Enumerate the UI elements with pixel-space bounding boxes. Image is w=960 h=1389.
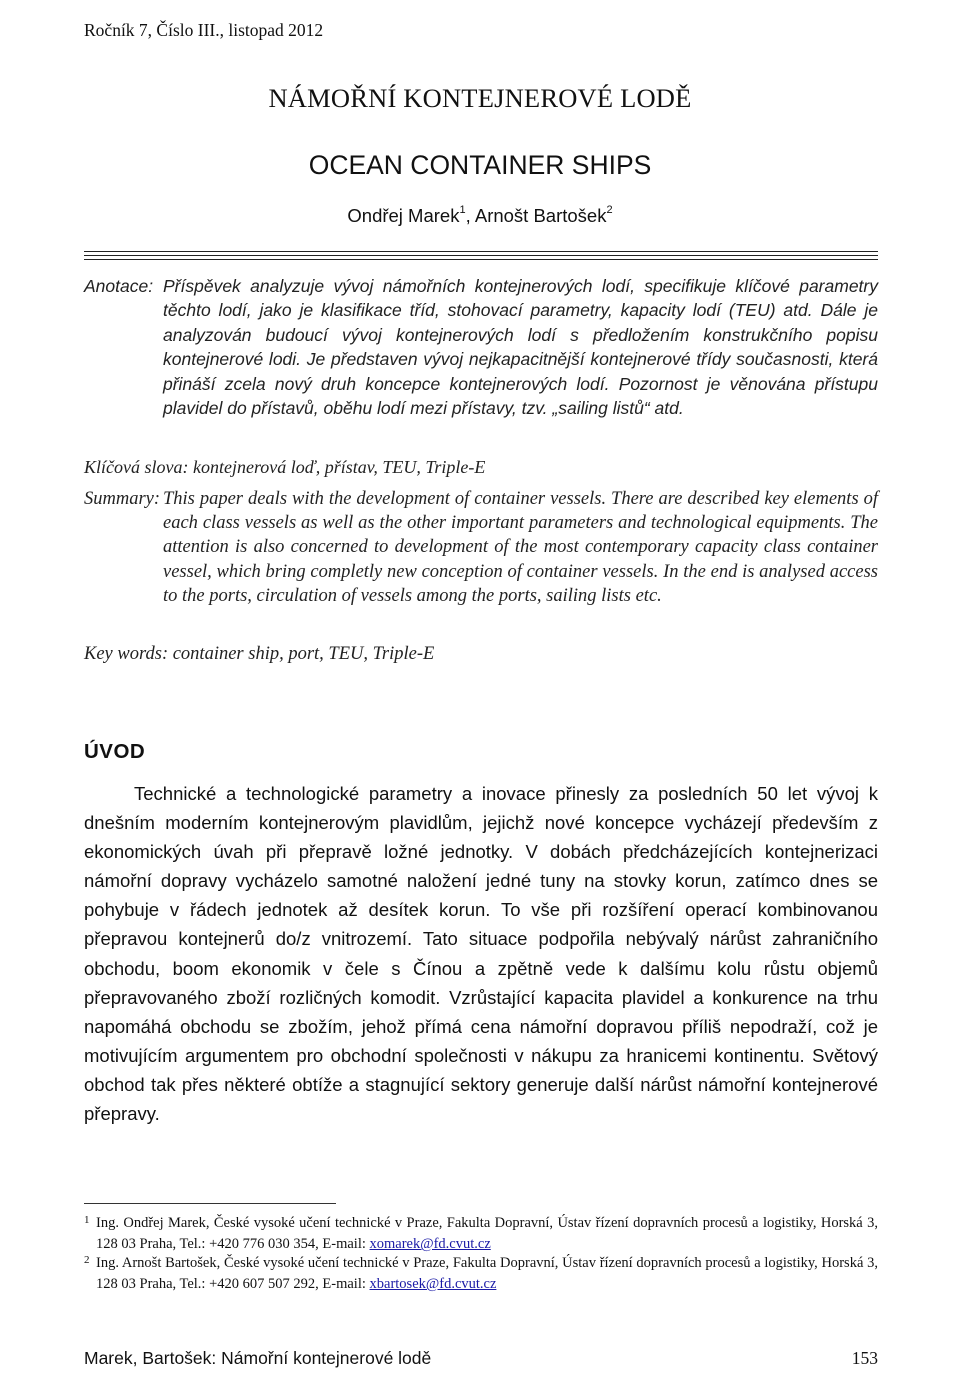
keywords-czech: Klíčová slova: kontejnerová loď, přístav, TEU, Triple-E <box>84 457 486 477</box>
intro-paragraph <box>84 779 878 1128</box>
keywords-english: Key words: container ship, port, TEU, Triple-E <box>84 644 435 664</box>
divider-line <box>84 255 878 256</box>
author-name: Arnošt Bartošek <box>474 205 607 226</box>
authors-line <box>0 205 960 227</box>
email-link[interactable]: xomarek@fd.cvut.cz <box>369 1236 491 1252</box>
section-heading: ÚVOD <box>84 740 146 763</box>
divider-line <box>84 251 878 252</box>
author-separator: , <box>465 205 475 226</box>
footnote-separator <box>84 1203 336 1204</box>
title-english: OCEAN CONTAINER SHIPS <box>308 150 652 180</box>
abstract-text: Příspěvek analyzuje vývoj námořních kontejnerových lodí, specifikuje klíčové parametry těchto lodí, jako je klasifikace tříd, stohovací parametry, kapacity lodí (TEU) atd. Dále je analyzován budoucí vývoj kontejnerových lodí s předložením konstrukčního popisu kontejnerové lodi. Je představen vývoj nejkapacitnější kontejnerové třídy současnosti, která přináší zcela nový druh koncepce kontejnerových lodí. Pozornost je věnována přístupu plavidel do přístavů, oběhu lodí mezi přístavy, tzv. „sailing listů“ atd. <box>163 276 878 419</box>
footnote-number: 2 <box>84 1254 90 1266</box>
footnote-text: Ing. Arnošt Bartošek, České vysoké učení technické v Praze, Fakulta Dopravní, Ústav řízení dopravních procesů a logistiky, Horská 3, 128 03 Praha, Tel.: +420 607 507 292, E-mail: <box>96 1255 878 1292</box>
footnote-marker: 1 <box>459 203 466 216</box>
abstract-text: This paper deals with the development of container vessels. There are described key elements of each class vessels as well as the other important parameters and technological equipments. The attention is also concerned to development of the most contemporary capacity class container vessel, which bring completly new conception of container vessels. In the end is analysed access to the ports, circulation of vessels among the ports, sailing lists etc. <box>163 489 878 606</box>
footnote <box>84 1253 878 1295</box>
author-name: Ondřej Marek <box>347 205 460 226</box>
title-czech: NÁMOŘNÍ KONTEJNEROVÉ LODĚ <box>268 83 692 113</box>
abstract-czech <box>84 274 878 420</box>
footnote-number: 1 <box>84 1214 90 1226</box>
footnote-text: Ing. Ondřej Marek, České vysoké učení technické v Praze, Fakulta Dopravní, Ústav řízení dopravních procesů a logistiky, Horská 3, 128 03 Praha, Tel.: +420 776 030 354, E-mail: <box>96 1215 878 1252</box>
divider-line <box>84 259 878 260</box>
issue-info: Ročník 7, Číslo III., listopad 2012 <box>84 20 324 40</box>
abstract-label: Summary: <box>84 489 161 509</box>
paragraph-text: Technické a technologické parametry a inovace přinesly za posledních 50 let vývoj k dnešním moderním kontejnerovým plavidlům, jejichž nové koncepce vycházejí především z ekonomických úvah při přepravě ložné jednotky. V dobách předcházejících kontejnerizaci námořní dopravy vycházelo samotné naložení jedné tuny na stovky korun, zatímco dnes se pohybuje v řádech jednotek až desítek korun. To vše při rozšíření operací kombinovanou přepravou kontejnerů do/z vnitrozemí. Tato situace podpořila nebývalý nárůst zahraničního obchodu, boom ekonomik v čele s Čínou a zpětně vede k dalšímu kolu růstu objemů přepravovaného zboží rozličných komodit. Vzrůstající kapacita plavidel a konkurence na trhu napomáhá obchodu se zbožím, jehož přímá cena námořní dopravou příliš nepodraží, což je motivujícím argumentem pro obchodní společnosti v nákupu za hranicemi kontinentu. Světový obchod tak přes některé obtíže a stagnující sektory generuje další nárůst námořní kontejnerové přepravy. <box>84 783 878 1125</box>
abstract-label: Anotace: <box>84 276 154 296</box>
page-number: 153 <box>851 1348 878 1368</box>
email-link[interactable]: xbartosek@fd.cvut.cz <box>369 1276 497 1292</box>
footnote-marker: 2 <box>606 203 613 216</box>
footnote <box>84 1213 878 1255</box>
abstract-english <box>84 487 878 608</box>
running-footer: Marek, Bartošek: Námořní kontejnerové lodě <box>84 1348 432 1368</box>
